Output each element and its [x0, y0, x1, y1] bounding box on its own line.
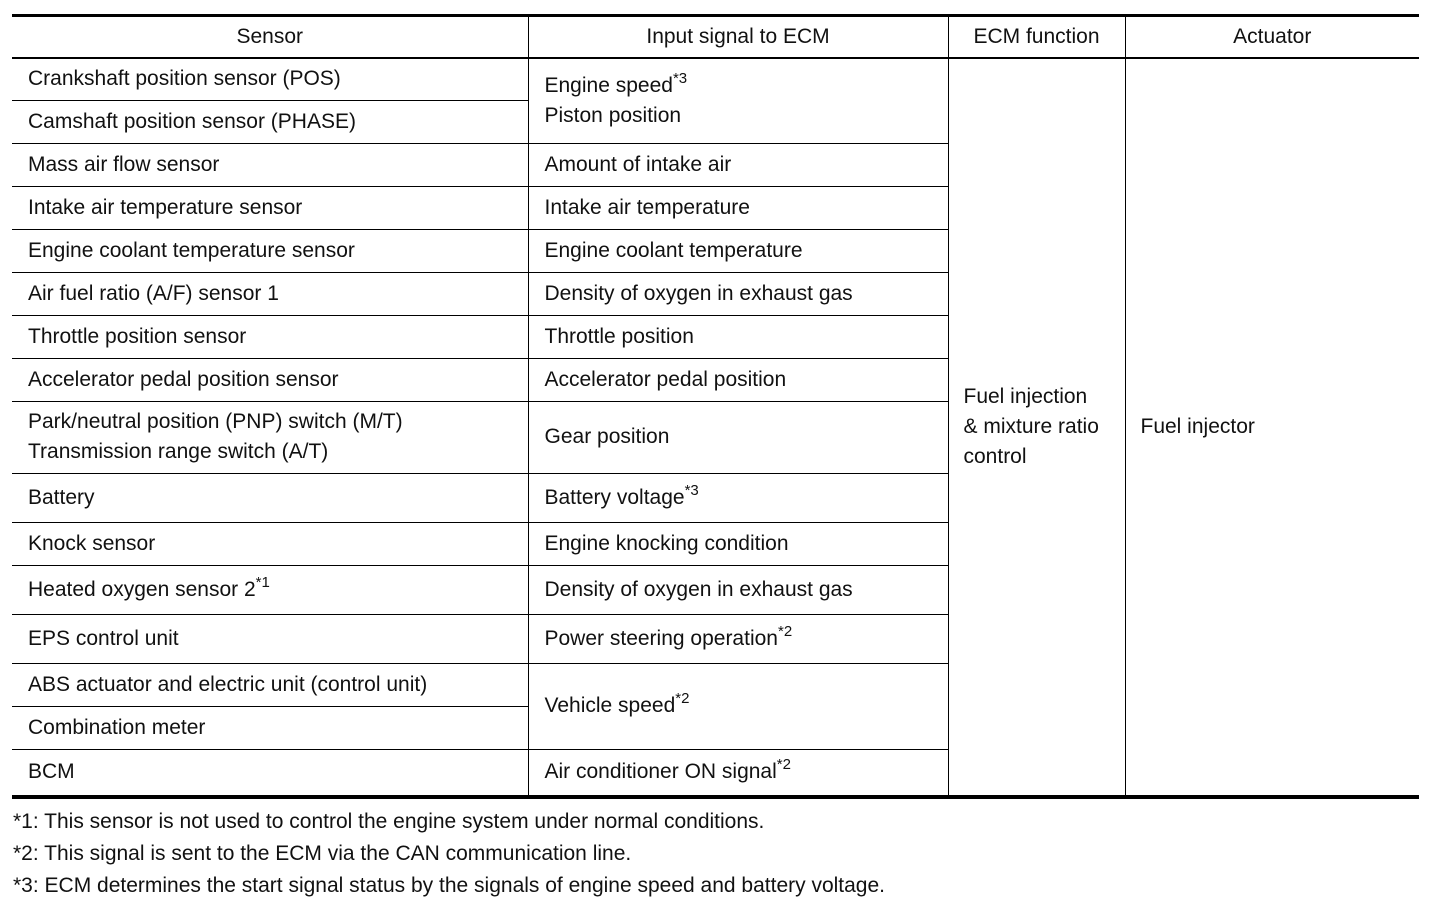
table-row [12, 58, 1419, 100]
sensor-cell: Camshaft position sensor (PHASE) [12, 100, 528, 143]
input-line: Piston position [544, 103, 682, 127]
ecm-function-line: Fuel injection [963, 385, 1088, 408]
footnote-ref: *3 [672, 69, 688, 87]
sensor-cell: Combination meter [12, 706, 528, 749]
sensor-cell: Battery [12, 473, 528, 522]
header-actuator: Actuator [1125, 16, 1419, 59]
input-cell: Throttle position [528, 315, 948, 358]
sensor-cell: Crankshaft position sensor (POS) [28, 67, 341, 91]
input-cell: Air conditioner ON signal$^{*2}$ [528, 749, 948, 797]
footnote-3: *3: ECM determines the start signal status by the signals of engine speed and battery voltage. [13, 874, 886, 897]
sensor-cell-gear-switches [12, 401, 528, 473]
input-cell: Power steering operation$^{*2}$ [528, 614, 948, 663]
sensor-cell: Air fuel ratio (A/F) sensor 1 [12, 272, 528, 315]
input-cell: Density of oxygen in exhaust gas [528, 565, 948, 614]
input-cell: Battery voltage$^{*3}$ [528, 473, 948, 522]
ecm-function-line: control [963, 445, 1027, 468]
footnote-2: *2: This signal is sent to the ECM via the CAN communication line. [13, 842, 632, 865]
input-cell: Density of oxygen in exhaust gas [528, 272, 948, 315]
input-cell: Engine knocking condition [528, 522, 948, 565]
sensor-cell: ABS actuator and electric unit (control unit) [12, 663, 528, 706]
input-cell: Amount of intake air [528, 143, 948, 186]
sensor-cell: Intake air temperature sensor [12, 186, 528, 229]
sensor-line: Park/neutral position (PNP) switch (M/T) [28, 410, 403, 433]
actuator-cell: Fuel injector [1125, 58, 1419, 797]
footnotes [13, 806, 885, 902]
footnote-ref: *3 [684, 481, 699, 499]
input-cell: Gear position [528, 401, 948, 473]
input-cell: Engine coolant temperature [528, 229, 948, 272]
sensor-cell: Knock sensor [12, 522, 528, 565]
sensor-cell: Throttle position sensor [12, 315, 528, 358]
header-input-signal: Input signal to ECM [528, 16, 948, 59]
sensor-cell: EPS control unit [12, 614, 528, 663]
ecm-function-cell [948, 58, 1125, 797]
sensor-cell: Accelerator pedal position sensor [12, 358, 528, 401]
footnote-ref: *2 [776, 756, 791, 774]
footnote-1: *1: This sensor is not used to control the engine system under normal conditions. [13, 810, 765, 833]
input-line: Engine speed$^{*3}$ [544, 69, 688, 97]
table-header-row [12, 16, 1419, 59]
input-cell-engine-speed [528, 58, 948, 143]
sensor-cell: Engine coolant temperature sensor [12, 229, 528, 272]
sensor-cell: Heated oxygen sensor 2$^{*1}$ [12, 565, 528, 614]
footnote-ref: *2 [675, 690, 690, 707]
sensor-cell: Mass air flow sensor [12, 143, 528, 186]
header-ecm-function: ECM function [948, 16, 1125, 59]
sensor-cell: BCM [12, 749, 528, 797]
ecm-function-line: & mixture ratio [963, 415, 1099, 438]
sensor-line: Transmission range switch (A/T) [28, 440, 329, 463]
footnote-ref: *2 [777, 622, 793, 640]
input-cell: Accelerator pedal position [528, 358, 948, 401]
footnote-ref: *1 [255, 573, 270, 591]
ecm-signal-table [12, 14, 1419, 799]
header-sensor: Sensor [12, 16, 528, 59]
input-cell: Vehicle speed$^{*2}$ [528, 663, 948, 749]
input-cell: Intake air temperature [528, 186, 948, 229]
